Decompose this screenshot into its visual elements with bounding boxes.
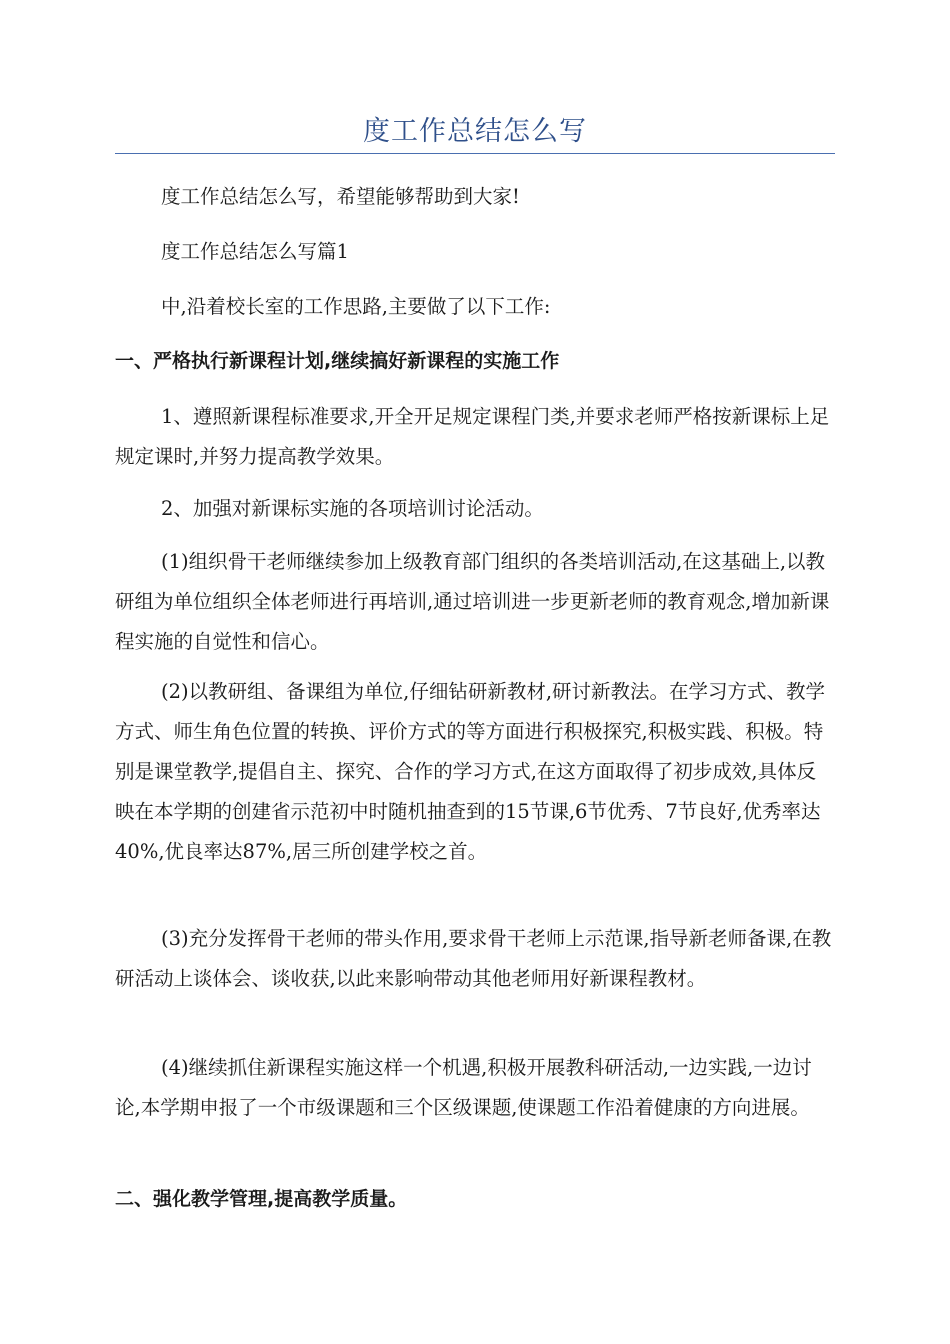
title-underline bbox=[115, 153, 835, 154]
paragraph-item-1: 1、遵照新课程标准要求,开全开足规定课程门类,并要求老师严格按新课标上足规定课时,并努力提高教学效果。 bbox=[115, 405, 830, 468]
paragraph-intro: 度工作总结怎么写，希望能够帮助到大家! bbox=[161, 185, 520, 208]
paragraph-opening: 中,沿着校长室的工作思路,主要做了以下工作: bbox=[161, 295, 551, 318]
paragraph-subtitle: 度工作总结怎么写篇1 bbox=[161, 240, 349, 263]
paragraph-item-2: 2、加强对新课标实施的各项培训讨论活动。 bbox=[161, 497, 544, 520]
paragraph-subitem-1: (1)组织骨干老师继续参加上级教育部门组织的各类培训活动,在这基础上,以教研组为单位组织全体老师进行再培训,通过培训进一步更新老师的教育观念,增加新课程实施的自觉性和信心。 bbox=[115, 550, 830, 653]
paragraph-subitem-2: (2)以教研组、备课组为单位,仔细钻研新教材,研讨新教法。在学习方式、教学方式、师生角色位置的转换、评价方式的等方面进行积极探究,积极实践、积极。特别是课堂教学,提倡自主、探究、合作的学习方式,在这方面取得了初步成效,具体反映在本学期的创建省示范初中时随机抽查到的15节课,6节优秀、7节良好,优秀率达40%,优良率达87%,居三所创建学校之首。 bbox=[115, 680, 826, 863]
section-heading-2: 二、强化教学管理,提高教学质量。 bbox=[115, 1188, 408, 1210]
document-title: 度工作总结怎么写 bbox=[363, 116, 587, 147]
paragraph-subitem-3: (3)充分发挥骨干老师的带头作用,要求骨干老师上示范课,指导新老师备课,在教研活动上谈体会、谈收获,以此来影响带动其他老师用好新课程教材。 bbox=[115, 927, 832, 990]
paragraph-subitem-4: (4)继续抓住新课程实施这样一个机遇,积极开展教科研活动,一边实践,一边讨论,本学期申报了一个市级课题和三个区级课题,使课题工作沿着健康的方向进展。 bbox=[115, 1056, 812, 1119]
section-heading-1: 一、严格执行新课程计划,继续搞好新课程的实施工作 bbox=[115, 350, 560, 372]
